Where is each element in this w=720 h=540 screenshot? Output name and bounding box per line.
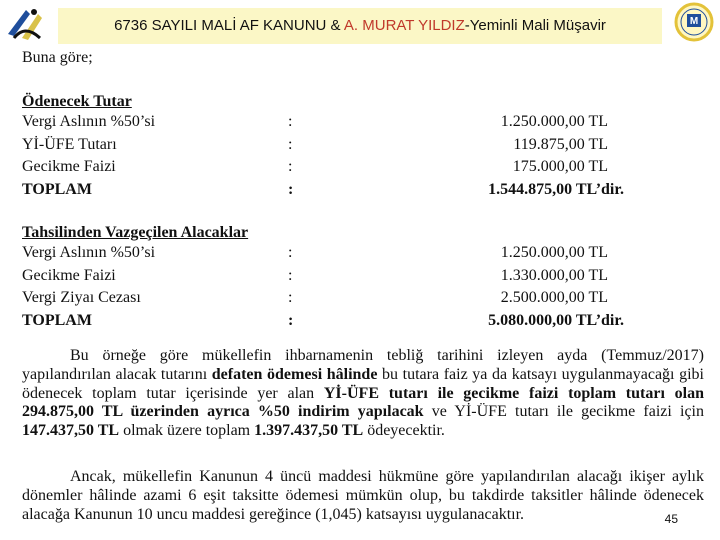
row-colon: : — [288, 158, 293, 175]
para-bold-text: defaten ödemesi hâlinde — [211, 365, 378, 383]
para-text: olmak üzere toplam — [119, 422, 255, 440]
row-label: Vergi Aslının %50’si — [22, 113, 156, 130]
para-bold-text: Yİ-ÜFE tutarı ile gecikme faizi toplam tutarı olan 294.875,00 TL üzerinden ayrıca %50 indirim yapılacak — [22, 384, 704, 421]
example-paragraph — [22, 347, 704, 441]
payable-row — [22, 111, 704, 134]
row-colon: : — [288, 311, 294, 329]
header-title-prefix: 6736 SAYILI MALİ AF KANUNU & — [114, 17, 344, 34]
row-label: Vergi Aslının %50’si — [22, 244, 156, 261]
row-label: Yİ-ÜFE Tutarı — [22, 135, 117, 153]
row-colon: : — [288, 113, 293, 130]
payable-row — [22, 134, 704, 157]
page-header — [58, 8, 662, 44]
header-author-name: A. MURAT YILDIZ — [343, 17, 465, 34]
row-colon: : — [288, 244, 293, 261]
waived-row — [22, 265, 704, 288]
row-colon: : — [288, 266, 293, 284]
payable-amount-section — [22, 92, 704, 201]
waived-total-row — [22, 310, 704, 333]
payable-heading: Ödenecek Tutar — [22, 93, 132, 110]
waived-row — [22, 242, 704, 265]
total-label: TOPLAM — [22, 311, 92, 329]
page-number: 45 — [664, 512, 678, 526]
payable-total-row — [22, 179, 704, 202]
total-value: 1.544.875,00 TL’dir. — [488, 180, 624, 198]
intro-text: Buna göre; — [22, 49, 93, 66]
para-text: bu tutara faiz ya da katsayı uygulanmayacağı gibi ödenecek toplam tutar içerisinde yer alan — [22, 365, 704, 402]
para-bold-text: 147.437,50 TL — [22, 422, 120, 440]
row-colon: : — [288, 135, 293, 153]
row-value: 175.000,00 TL — [512, 158, 608, 175]
para-bold-text: 1.397.437,50 TL — [254, 422, 364, 440]
waived-receivables-section — [22, 223, 704, 332]
para-text: ödeyecektir. — [363, 422, 445, 440]
row-colon: : — [288, 180, 294, 198]
waived-row — [22, 287, 704, 310]
row-value: 2.500.000,00 TL — [500, 289, 608, 306]
payable-row — [22, 156, 704, 179]
row-value: 119.875,00 TL — [513, 135, 608, 153]
row-label: Vergi Ziyaı Cezası — [22, 289, 141, 306]
row-value: 1.250.000,00 TL — [500, 113, 608, 130]
para-text: ve Yİ-ÜFE tutarı ile gecikme faizi için — [423, 403, 705, 421]
row-colon: : — [288, 289, 293, 306]
row-value: 1.330.000,00 TL — [500, 266, 608, 284]
header-title-suffix: -Yeminli Mali Müşavir — [464, 17, 606, 34]
seal-logo-icon — [674, 2, 714, 42]
total-label: TOPLAM — [22, 180, 92, 198]
row-value: 1.250.000,00 TL — [500, 244, 608, 261]
row-label: Gecikme Faizi — [22, 158, 116, 175]
para-text: Bu örneğe göre mükellefin ihbarnamenin tebliğ tarihini izleyen ayda (Temmuz/2017) yapılandırılan alacak tutarını — [22, 347, 704, 383]
installment-paragraph: Ancak, mükellefin Kanunun 4 üncü maddesi hükmüne göre yapılandırılan alacağı ikişer aylık dönemler hâlinde azami 6 eşit taksitte ödemesi mümkün olup, bu takdirde taksitler hâlinde ödenecek alacağa Kanunun 10 uncu maddesi gereğince (1,045) katsayısı uygulanacaktır. — [22, 468, 704, 523]
waived-heading: Tahsilinden Vazgeçilen Alacaklar — [22, 224, 249, 241]
total-value: 5.080.000,00 TL’dir. — [488, 311, 624, 329]
row-label: Gecikme Faizi — [22, 266, 116, 284]
company-logo-icon — [4, 4, 46, 44]
svg-text:M: M — [689, 16, 699, 27]
